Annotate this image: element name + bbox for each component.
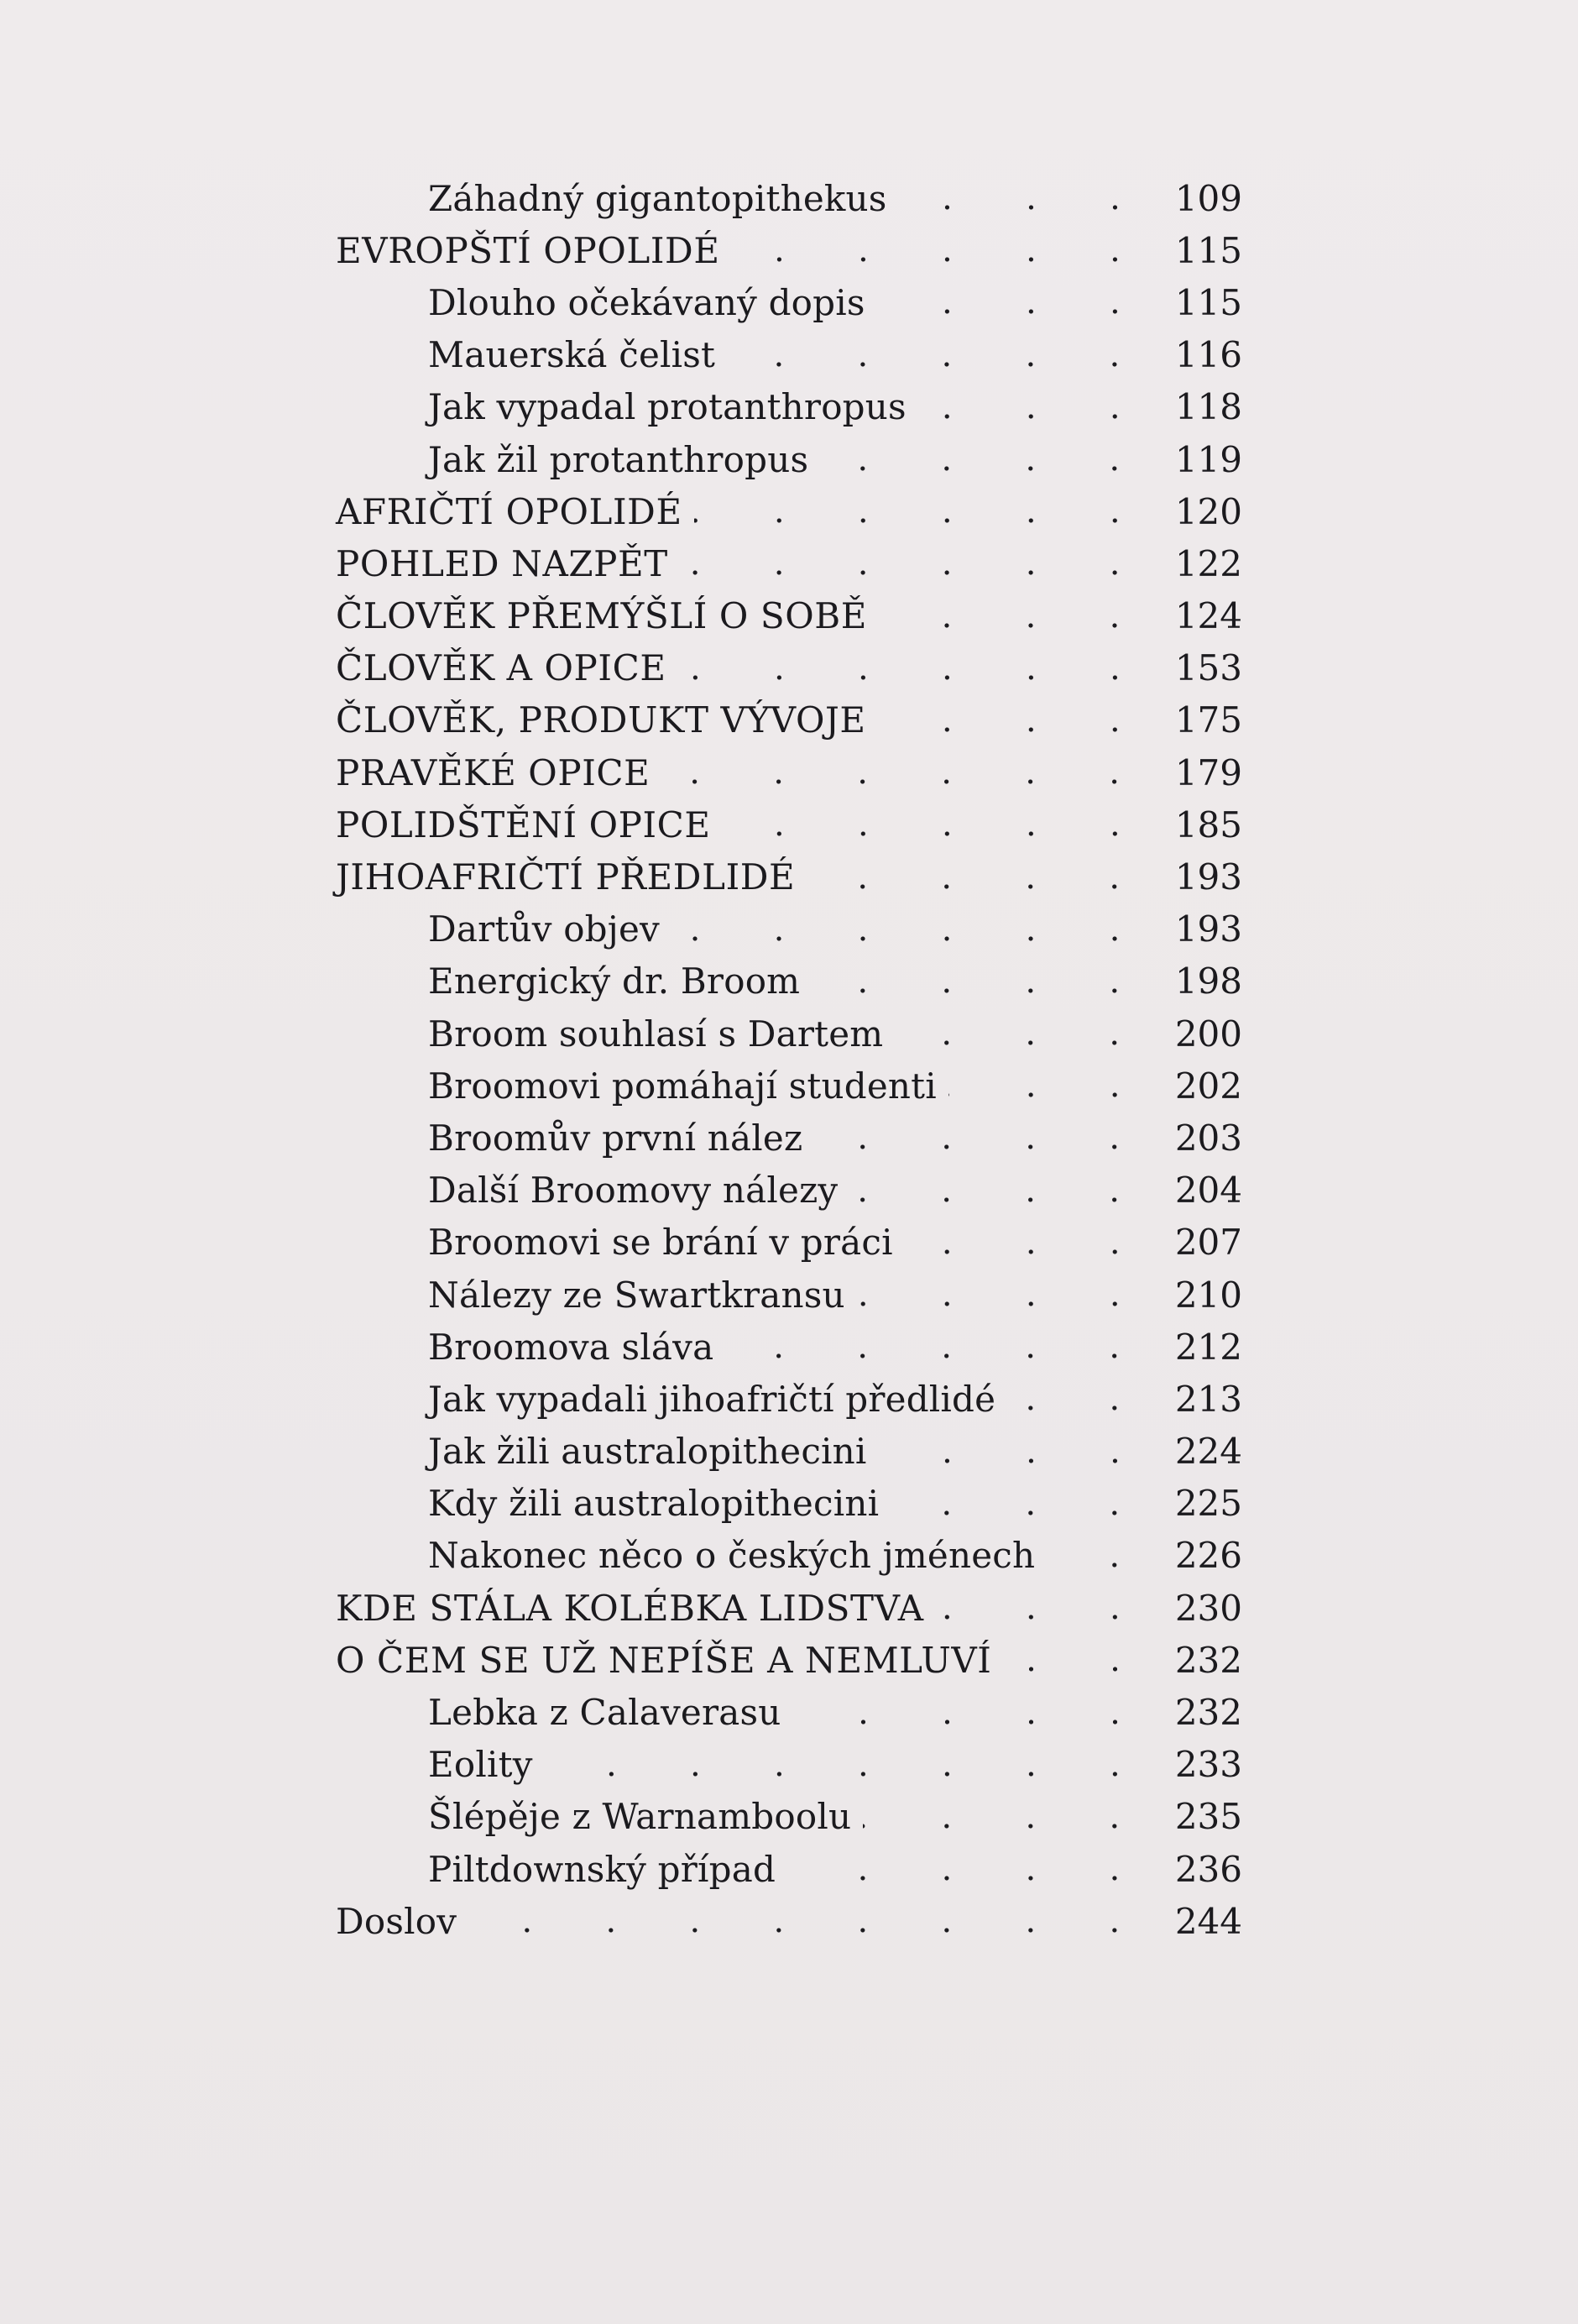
toc-entry-title: Dartův objev bbox=[428, 908, 660, 950]
toc-entry bbox=[336, 903, 1242, 955]
toc-page-number: 198 bbox=[1174, 960, 1242, 1002]
dot-leader bbox=[1007, 1381, 1165, 1416]
toc-entry-heading bbox=[336, 1170, 1173, 1211]
toc-entry bbox=[336, 1112, 1242, 1164]
toc-entry-title: Záhadný gigantopithekus bbox=[428, 177, 887, 219]
toc-entry-title: Dlouho očekávaný dopis bbox=[428, 281, 865, 323]
dot-leader bbox=[727, 338, 1165, 373]
toc-entry bbox=[336, 537, 1242, 589]
toc-entry-heading bbox=[336, 1640, 1173, 1681]
toc-page-number: 210 bbox=[1174, 1274, 1242, 1316]
dot-leader bbox=[680, 546, 1165, 581]
dot-leader bbox=[671, 912, 1165, 947]
toc-page-number: 213 bbox=[1174, 1378, 1242, 1420]
dot-leader bbox=[879, 599, 1165, 634]
dot-leader bbox=[879, 1434, 1165, 1469]
toc-entry-heading bbox=[336, 1588, 1173, 1629]
dot-leader bbox=[723, 807, 1165, 842]
toc-entry-title: Eolity bbox=[428, 1744, 533, 1786]
toc-page-number: 175 bbox=[1174, 699, 1242, 741]
toc-entry-heading bbox=[336, 1483, 1173, 1524]
toc-page-number: 233 bbox=[1174, 1744, 1242, 1786]
toc-entry-title: Nálezy ze Swartkransu bbox=[428, 1274, 845, 1316]
toc-entry-heading bbox=[336, 856, 1173, 898]
toc-entry-title: KDE STÁLA KOLÉBKA LIDSTVA bbox=[336, 1587, 924, 1629]
dot-leader bbox=[732, 233, 1165, 268]
toc-entry bbox=[336, 1217, 1242, 1269]
toc-entry-title: JIHOAFRIČTÍ PŘEDLIDÉ bbox=[336, 856, 796, 898]
toc-entry bbox=[336, 851, 1242, 903]
toc-entry bbox=[336, 1843, 1242, 1895]
toc-entry-heading bbox=[336, 960, 1173, 1002]
toc-entry bbox=[336, 1530, 1242, 1582]
toc-entry-title: POLIDŠTĚNÍ OPICE bbox=[336, 803, 711, 845]
toc-entry-title: O ČEM SE UŽ NEPÍŠE A NEMLUVÍ bbox=[336, 1639, 992, 1681]
toc-page-number: 120 bbox=[1174, 490, 1242, 532]
toc-entry bbox=[336, 1686, 1242, 1738]
toc-entry-title: Další Broomovy nálezy bbox=[428, 1170, 839, 1212]
toc-entry bbox=[336, 1791, 1242, 1843]
toc-entry-heading bbox=[336, 1796, 1173, 1837]
toc-page-number: 116 bbox=[1174, 334, 1242, 376]
dot-leader bbox=[877, 285, 1165, 320]
toc-entry bbox=[336, 381, 1242, 433]
toc-entry bbox=[336, 1478, 1242, 1530]
dot-leader bbox=[878, 703, 1165, 738]
toc-entry-heading bbox=[336, 647, 1173, 688]
toc-entry bbox=[336, 1373, 1242, 1425]
toc-page-number: 118 bbox=[1174, 386, 1242, 428]
toc-entry-heading bbox=[336, 1275, 1173, 1316]
toc-entry bbox=[336, 746, 1242, 798]
toc-entry-heading bbox=[336, 1013, 1173, 1055]
toc-entry bbox=[336, 642, 1242, 694]
toc-entry bbox=[336, 433, 1242, 485]
toc-entry-heading bbox=[336, 439, 1173, 480]
toc-entry bbox=[336, 224, 1242, 276]
toc-entry-title: Mauerská čelist bbox=[428, 334, 716, 376]
dot-leader bbox=[899, 181, 1165, 216]
toc-entry-heading bbox=[336, 1692, 1173, 1733]
toc-entry-title: Šlépěje z Warnamboolu bbox=[428, 1796, 852, 1838]
toc-page-number: 115 bbox=[1174, 229, 1242, 271]
toc-page-number: 226 bbox=[1174, 1535, 1242, 1577]
toc-entry-title: Jak žili australopithecini bbox=[428, 1431, 867, 1473]
toc-page-number: 200 bbox=[1174, 1013, 1242, 1055]
toc-page-number: 244 bbox=[1174, 1900, 1242, 1942]
toc-entry bbox=[336, 955, 1242, 1008]
toc-page-number: 230 bbox=[1174, 1587, 1242, 1629]
toc-entry bbox=[336, 276, 1242, 328]
toc-entry-heading bbox=[336, 1065, 1173, 1107]
toc-entry-title: POHLED NAZPĚT bbox=[336, 542, 668, 584]
toc-page-number: 232 bbox=[1174, 1692, 1242, 1734]
toc-entry-heading bbox=[336, 699, 1173, 741]
toc-page-number: 225 bbox=[1174, 1483, 1242, 1525]
dot-leader bbox=[936, 1590, 1165, 1625]
dot-leader bbox=[895, 1016, 1165, 1051]
toc-page-number: 235 bbox=[1174, 1796, 1242, 1838]
dot-leader bbox=[918, 390, 1165, 425]
toc-entry-heading bbox=[336, 1118, 1173, 1159]
toc-page-number: 193 bbox=[1174, 908, 1242, 950]
toc-entry-heading bbox=[336, 1744, 1173, 1785]
dot-leader bbox=[661, 755, 1165, 790]
toc-page-number: 124 bbox=[1174, 595, 1242, 637]
dot-leader bbox=[807, 860, 1165, 895]
dot-leader bbox=[725, 1329, 1165, 1364]
toc-page-number: 203 bbox=[1174, 1117, 1242, 1159]
toc-entry-title: Broomův první nález bbox=[428, 1117, 803, 1159]
dot-leader bbox=[468, 1903, 1165, 1939]
toc-entry-title: Jak vypadal protanthropus bbox=[428, 386, 907, 428]
toc-entry bbox=[336, 1634, 1242, 1686]
toc-entry bbox=[336, 1895, 1242, 1947]
toc-entry-heading bbox=[336, 230, 1173, 271]
toc-page-number: 115 bbox=[1174, 281, 1242, 323]
toc-entry-heading bbox=[336, 334, 1173, 375]
toc-page-number: 119 bbox=[1174, 438, 1242, 480]
toc-entry-title: Broom souhlasí s Dartem bbox=[428, 1013, 884, 1055]
toc-entry-heading bbox=[336, 1431, 1173, 1472]
dot-leader bbox=[948, 1068, 1165, 1103]
toc-page-number: 202 bbox=[1174, 1065, 1242, 1107]
table-of-contents bbox=[336, 172, 1242, 1947]
toc-entry bbox=[336, 172, 1242, 224]
toc-page-number: 193 bbox=[1174, 856, 1242, 898]
toc-entry-title: Broomovi pomáhají studenti bbox=[428, 1065, 937, 1107]
toc-entry-title: Piltdownský případ bbox=[428, 1848, 776, 1890]
toc-entry-title: Broomova sláva bbox=[428, 1326, 714, 1368]
toc-page-number: 224 bbox=[1174, 1431, 1242, 1473]
dot-leader bbox=[820, 442, 1165, 477]
toc-entry bbox=[336, 1165, 1242, 1217]
toc-entry-title: ČLOVĚK PŘEMÝŠLÍ O SOBĚ bbox=[336, 595, 868, 637]
toc-entry-heading bbox=[336, 1901, 1173, 1942]
toc-entry-heading bbox=[336, 804, 1173, 845]
toc-entry-heading bbox=[336, 1222, 1173, 1263]
dot-leader bbox=[1004, 1642, 1166, 1678]
toc-entry-heading bbox=[336, 1379, 1173, 1420]
toc-entry-title: ČLOVĚK, PRODUKT VÝVOJE bbox=[336, 699, 866, 741]
toc-page-number: 212 bbox=[1174, 1326, 1242, 1368]
toc-entry-heading bbox=[336, 752, 1173, 793]
toc-entry-heading bbox=[336, 1327, 1173, 1368]
toc-entry bbox=[336, 694, 1242, 746]
toc-page-number: 204 bbox=[1174, 1170, 1242, 1212]
toc-entry-title: Nakonec něco o českých jménech bbox=[428, 1535, 1036, 1577]
toc-entry bbox=[336, 329, 1242, 381]
toc-entry-heading bbox=[336, 543, 1173, 584]
dot-leader bbox=[793, 1695, 1165, 1730]
dot-leader bbox=[863, 1799, 1165, 1835]
dot-leader bbox=[545, 1747, 1165, 1782]
toc-entry-heading bbox=[336, 491, 1173, 532]
dot-leader bbox=[1047, 1538, 1165, 1573]
toc-page-number: 185 bbox=[1174, 803, 1242, 845]
toc-entry-heading bbox=[336, 282, 1173, 323]
toc-entry bbox=[336, 1582, 1242, 1634]
dot-leader bbox=[678, 651, 1165, 686]
dot-leader bbox=[849, 1173, 1165, 1208]
dot-leader bbox=[857, 1277, 1165, 1312]
dot-leader bbox=[891, 1486, 1165, 1521]
toc-page-number: 232 bbox=[1174, 1639, 1242, 1681]
toc-page-number: 122 bbox=[1174, 542, 1242, 584]
toc-entry bbox=[336, 1321, 1242, 1373]
toc-entry bbox=[336, 590, 1242, 642]
dot-leader bbox=[905, 1225, 1165, 1260]
toc-page-number: 109 bbox=[1174, 177, 1242, 219]
toc-entry-heading bbox=[336, 386, 1173, 427]
toc-entry-title: PRAVĚKÉ OPICE bbox=[336, 751, 651, 793]
toc-entry bbox=[336, 1008, 1242, 1060]
toc-entry-heading bbox=[336, 178, 1173, 219]
toc-entry-title: Kdy žili australopithecini bbox=[428, 1483, 880, 1525]
toc-entry bbox=[336, 485, 1242, 537]
toc-page-number: 207 bbox=[1174, 1222, 1242, 1264]
toc-entry-heading bbox=[336, 908, 1173, 950]
toc-entry-title: Doslov bbox=[336, 1900, 457, 1942]
toc-page-number: 153 bbox=[1174, 647, 1242, 689]
toc-entry-heading bbox=[336, 1535, 1173, 1576]
toc-entry-title: Energický dr. Broom bbox=[428, 960, 801, 1002]
toc-page-number: 179 bbox=[1174, 751, 1242, 793]
toc-entry-title: AFRIČTÍ OPOLIDÉ bbox=[336, 490, 682, 532]
toc-entry-title: Lebka z Calaverasu bbox=[428, 1692, 781, 1734]
toc-entry bbox=[336, 1269, 1242, 1321]
dot-leader bbox=[694, 494, 1165, 529]
toc-entry-title: EVROPŠTÍ OPOLIDÉ bbox=[336, 229, 720, 271]
dot-leader bbox=[787, 1851, 1165, 1887]
toc-entry-title: Jak vypadali jihoafričtí předlidé bbox=[428, 1378, 996, 1420]
toc-entry-title: ČLOVĚK A OPICE bbox=[336, 647, 666, 689]
toc-entry bbox=[336, 1426, 1242, 1478]
toc-entry bbox=[336, 1060, 1242, 1112]
dot-leader bbox=[814, 1120, 1165, 1155]
toc-entry-title: Broomovi se brání v práci bbox=[428, 1222, 893, 1264]
toc-entry bbox=[336, 798, 1242, 851]
dot-leader bbox=[812, 964, 1165, 999]
toc-page-number: 236 bbox=[1174, 1848, 1242, 1890]
toc-entry-heading bbox=[336, 1849, 1173, 1890]
toc-entry bbox=[336, 1739, 1242, 1791]
toc-entry-title: Jak žil protanthropus bbox=[428, 438, 809, 480]
toc-entry-heading bbox=[336, 595, 1173, 636]
